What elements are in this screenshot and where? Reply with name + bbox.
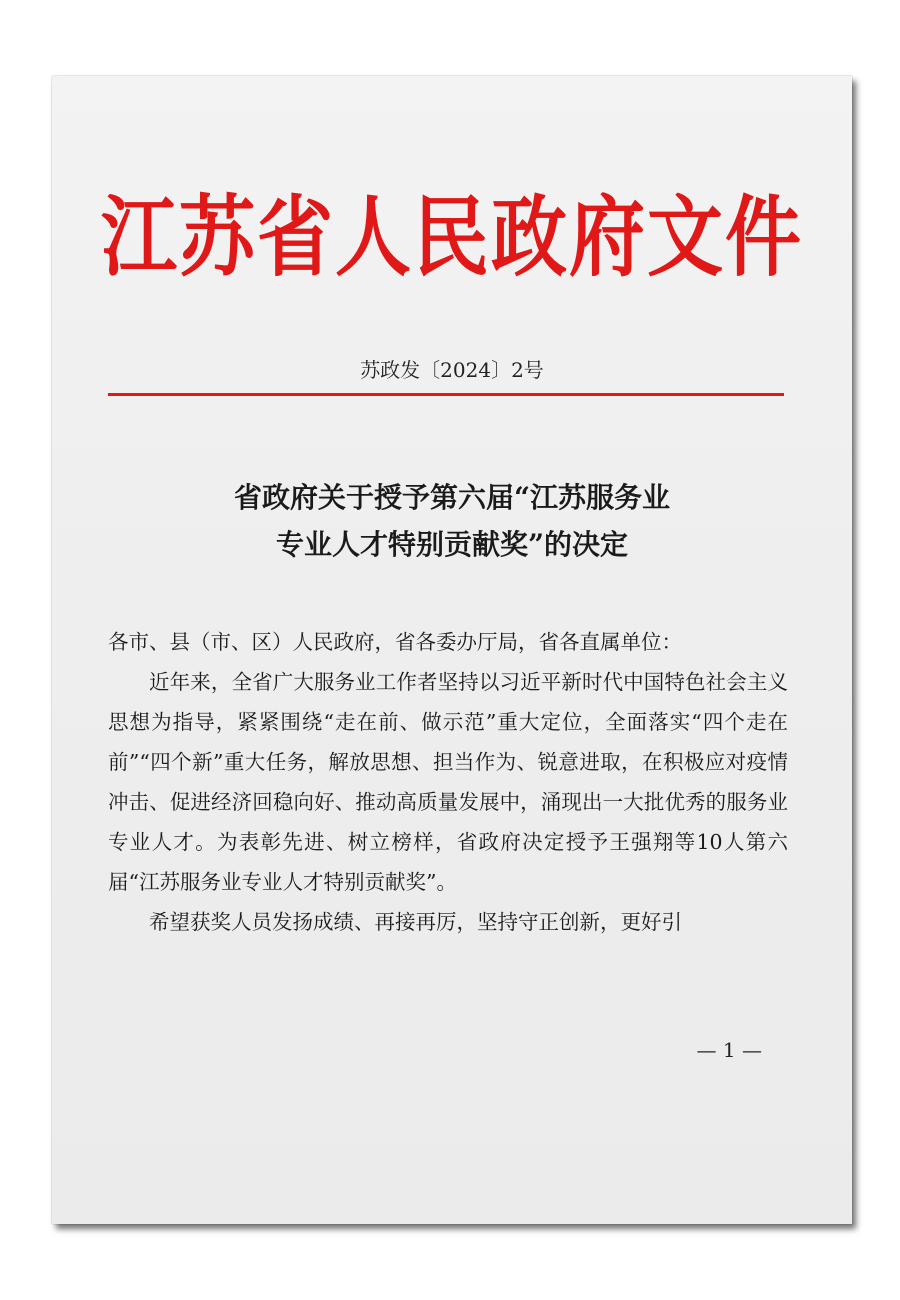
red-divider-line <box>108 393 784 396</box>
body-paragraph: 希望获奖人员发扬成绩、再接再厉，坚持守正创新，更好引 <box>149 910 682 934</box>
document-title <box>52 474 852 568</box>
body-paragraph: 近年来，全省广大服务业工作者坚持以习近平新时代中国特色社会主义思想为指导，紧紧围绕“走在前、做示范”重大定位，全面落实“四个走在前”“四个新”重大任务，解放思想、担当作为、锐意进取，在积极应对疫情冲击、促进经济回稳向好、推动高质量发展中，涌现出一大批优秀的服务业专业人才。为表彰先进、树立榜样，省政府决定授予王强翔等10人第六届“江苏服务业专业人才特别贡献奖”。 <box>108 670 788 894</box>
document-masthead: 江苏省人民政府文件 <box>101 185 803 289</box>
page-number: — 1 — <box>696 1038 762 1062</box>
document-number: 苏政发〔2024〕2号 <box>360 358 544 382</box>
title-line: 省政府关于授予第六届“江苏服务业 <box>233 481 671 514</box>
document-body <box>108 622 788 942</box>
salutation: 各市、县（市、区）人民政府，省各委办厅局，省各直属单位： <box>108 630 682 654</box>
title-line: 专业人才特别贡献奖”的决定 <box>275 528 629 561</box>
document-page <box>52 76 852 1224</box>
